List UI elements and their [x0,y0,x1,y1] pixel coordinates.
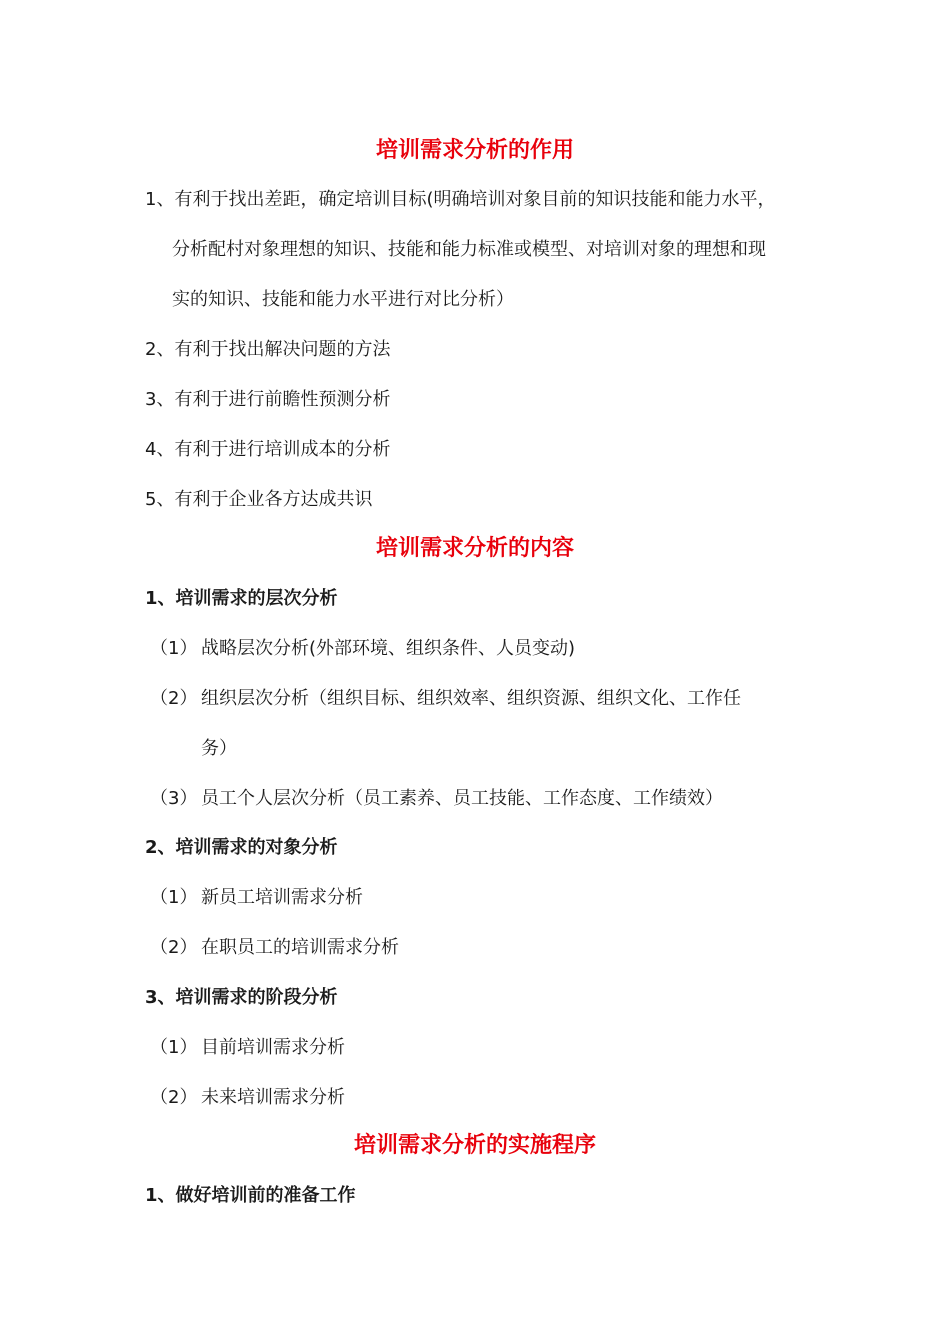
sub-item-text: 战略层次分析(外部环境、组织条件、人员变动) [201,638,576,659]
sub-item-text: 在职员工的培训需求分析 [201,937,399,958]
sub-item-number: （1） [150,638,198,659]
subsection-heading-preparation: 1、做好培训前的准备工作 [145,1185,356,1206]
sub-item-text: 未来培训需求分析 [201,1087,345,1108]
list-item-2: 2、有利于找出解决问题的方法 [145,339,391,360]
subsection-heading-level: 1、培训需求的层次分析 [145,588,338,609]
sub-item-text: 组织层次分析（组织目标、组织效率、组织资源、组织文化、工作任 [201,688,741,709]
list-item-1-line-2: 分析配村对象理想的知识、技能和能力标准或模型、对培训对象的理想和现 [172,239,766,260]
subsection-heading-stage: 3、培训需求的阶段分析 [145,987,338,1008]
sub-item-number: （2） [150,1087,198,1108]
sub-item-number: （1） [150,887,198,908]
sub-item-text: 新员工培训需求分析 [201,887,363,908]
sub-item-number: （3） [150,788,198,809]
sub-item-text: 员工个人层次分析（员工素养、员工技能、工作态度、工作绩效） [201,788,723,809]
list-item-3: 3、有利于进行前瞻性预测分析 [145,389,391,410]
section-title-role: 培训需求分析的作用 [375,138,574,163]
list-item-5: 5、有利于企业各方达成共识 [145,489,373,510]
list-item-1-line-3: 实的知识、技能和能力水平进行对比分析） [172,289,514,310]
sub-item-text-continued: 务） [201,738,237,759]
subsection-heading-target: 2、培训需求的对象分析 [145,837,338,858]
list-item-4: 4、有利于进行培训成本的分析 [145,439,391,460]
section-title-content: 培训需求分析的内容 [375,536,574,561]
sub-item-number: （2） [150,937,198,958]
sub-item-number: （1） [150,1037,198,1058]
list-item-1-line-1: 1、有利于找出差距，确定培训目标(明确培训对象目前的知识技能和能力水平， [145,189,776,210]
sub-item-text: 目前培训需求分析 [201,1037,345,1058]
sub-item-number: （2） [150,688,198,709]
section-title-procedure: 培训需求分析的实施程序 [353,1133,596,1158]
